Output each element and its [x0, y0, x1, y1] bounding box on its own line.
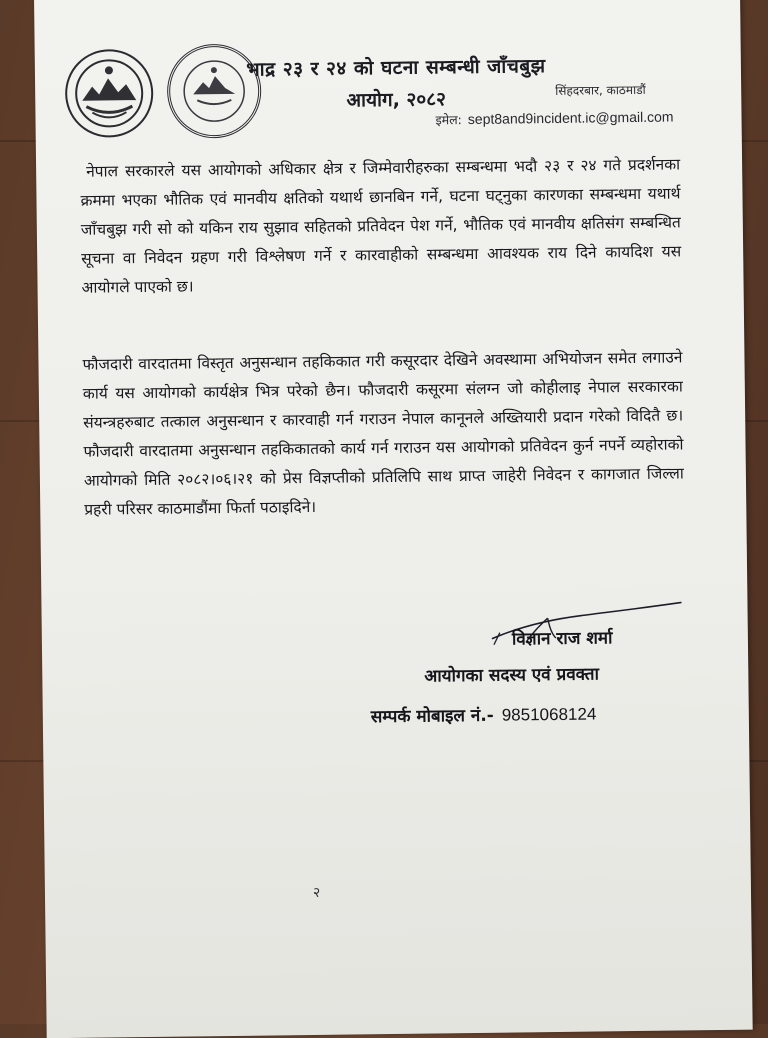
title-line-1: भाद्र २३ र २४ को घटना सम्बन्धी जाँचबुझ	[246, 55, 546, 81]
paragraph-mandate: नेपाल सरकारले यस आयोगको अधिकार क्षेत्र र जिम्मेवारीहरुका सम्बन्धमा भदौ २३ र २४ गते प्रदर्शनका क्रममा भएका भौतिक एवं मानवीय क्षतिको यथार्थ छानबिन गर्ने, घटना घट्नुका कारणका सम्बन्धमा यथार्थ जाँचबुझ गरी सो को यकिन राय सुझाव सहितको प्रतिवेदन पेश गर्ने, भौतिक एवं मानवीय क्षतिसंग सम्बन्धित सूचना वा निवेदन ग्रहण गरी विश्लेषण गर्ने र कारवाहीको सम्बन्धमा आवश्यक राय दिने कायदिश यस आयोगले पाएको छ।	[80, 155, 682, 297]
commission-title	[231, 50, 562, 118]
contact-number: 9851068124	[501, 704, 597, 725]
signatory-title: आयोगका सदस्य एवं प्रवक्ता	[424, 664, 600, 687]
signatory-name: विज्ञान राज शर्मा	[511, 628, 613, 650]
email-line	[435, 109, 673, 129]
contact-line	[371, 701, 597, 727]
emblem-icon	[72, 56, 147, 131]
title-line-2: आयोग, २०८२	[346, 88, 447, 112]
letter-page	[34, 0, 753, 1038]
office-location: सिंहदरबार, काठमाडौं	[555, 82, 646, 98]
paragraph-criminal-cases: फौजदारी वारदातमा विस्तृत अनुसन्धान तहकिकात गरी कसूरदार देखिने अवस्थामा अभियोजन समेत लगाउने कार्य यस आयोगको कार्यक्षेत्र भित्र परेको छैन। फौजदारी कसूरमा संलग्न जो कोहीलाइ नेपाल सरकारका संयन्त्रहरुबाट तत्काल अनुसन्धान र कारवाही गर्न गराउन नेपाल कानूनले अख्तियारी प्रदान गरेको विदितै छ। फौजदारी वारदातमा अनुसन्धान तहकिकातको कार्य गर्न गराउन यस आयोगको प्रतिवेदन कुर्न नपर्ने व्यहोराको आयोगको मिति २०८२।०६।२१ को प्रेस विज्ञप्तीको प्रतिलिपि साथ प्राप्त जाहेरी निवेदन र कागजात जिल्ला प्रहरी परिसर काठमाडौंमा फिर्ता पठाइदिने।	[82, 348, 684, 519]
email-label: इमेल:	[435, 112, 462, 128]
contact-label: सम्पर्क मोबाइल नं.-	[370, 705, 494, 728]
nepal-emblem-logo	[65, 49, 154, 138]
email-address: sept8and9incident.ic@gmail.com	[467, 108, 674, 128]
page-number: २	[312, 884, 321, 901]
